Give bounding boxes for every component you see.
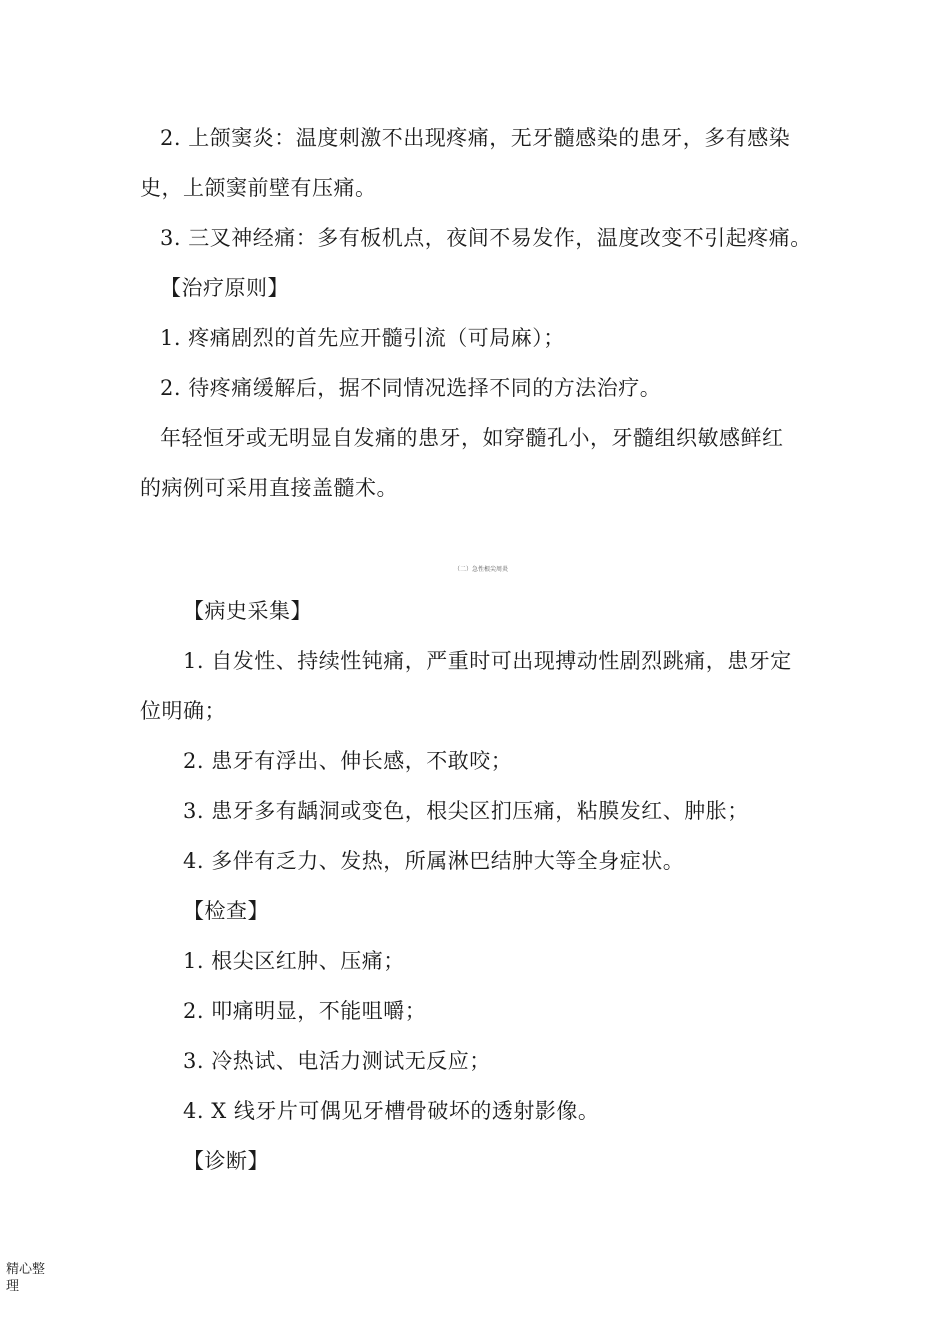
treatment-note-line2: 的病例可采用直接盖髓术。 (140, 476, 398, 500)
exam-item-1: 1. 根尖区红肿、压痛； (183, 949, 405, 973)
diagnosis-item-3: 3. 三叉神经痛：多有板机点，夜间不易发作，温度改变不引起疼痛。 (160, 226, 812, 250)
exam-heading: 【检查】 (183, 899, 269, 923)
treatment-item-1: 1. 疼痛剧烈的首先应开髓引流（可局麻）； (160, 326, 565, 350)
section-small-title: （二）急性根尖周炎 (454, 566, 509, 573)
history-item-2: 2. 患牙有浮出、伸长感，不敢咬； (183, 749, 513, 773)
treatment-heading: 【治疗原则】 (160, 276, 289, 300)
history-item-1-line1: 1. 自发性、持续性钝痛，严重时可出现搏动性剧烈跳痛，患牙定 (183, 649, 792, 673)
diagnosis-heading: 【诊断】 (183, 1149, 269, 1173)
history-item-3: 3. 患牙多有龋洞或变色，根尖区扪压痛，粘膜发红、肿胀； (183, 799, 749, 823)
treatment-item-2: 2. 待疼痛缓解后，据不同情况选择不同的方法治疗。 (160, 376, 662, 400)
footer-line1: 精心整 (6, 1262, 46, 1277)
exam-item-4: 4. X 线牙片可偶见牙槽骨破坏的透射影像。 (183, 1099, 600, 1123)
history-item-1-line2: 位明确； (140, 699, 226, 723)
diagnosis-item-2-line2: 史，上颌窦前壁有压痛。 (140, 176, 377, 200)
exam-item-2: 2. 叩痛明显，不能咀嚼； (183, 999, 427, 1023)
footer-line2: 理 (6, 1279, 20, 1294)
diagnosis-item-2-line1: 2. 上颌窦炎：温度刺激不出现疼痛，无牙髓感染的患牙，多有感染 (160, 126, 791, 150)
history-item-4: 4. 多伴有乏力、发热，所属淋巴结肿大等全身症状。 (183, 849, 685, 873)
history-heading: 【病史采集】 (183, 599, 312, 623)
exam-item-3: 3. 冷热试、电活力测试无反应； (183, 1049, 491, 1073)
treatment-note-line1: 年轻恒牙或无明显自发痛的患牙，如穿髓孔小，牙髓组织敏感鲜红 (160, 426, 784, 450)
